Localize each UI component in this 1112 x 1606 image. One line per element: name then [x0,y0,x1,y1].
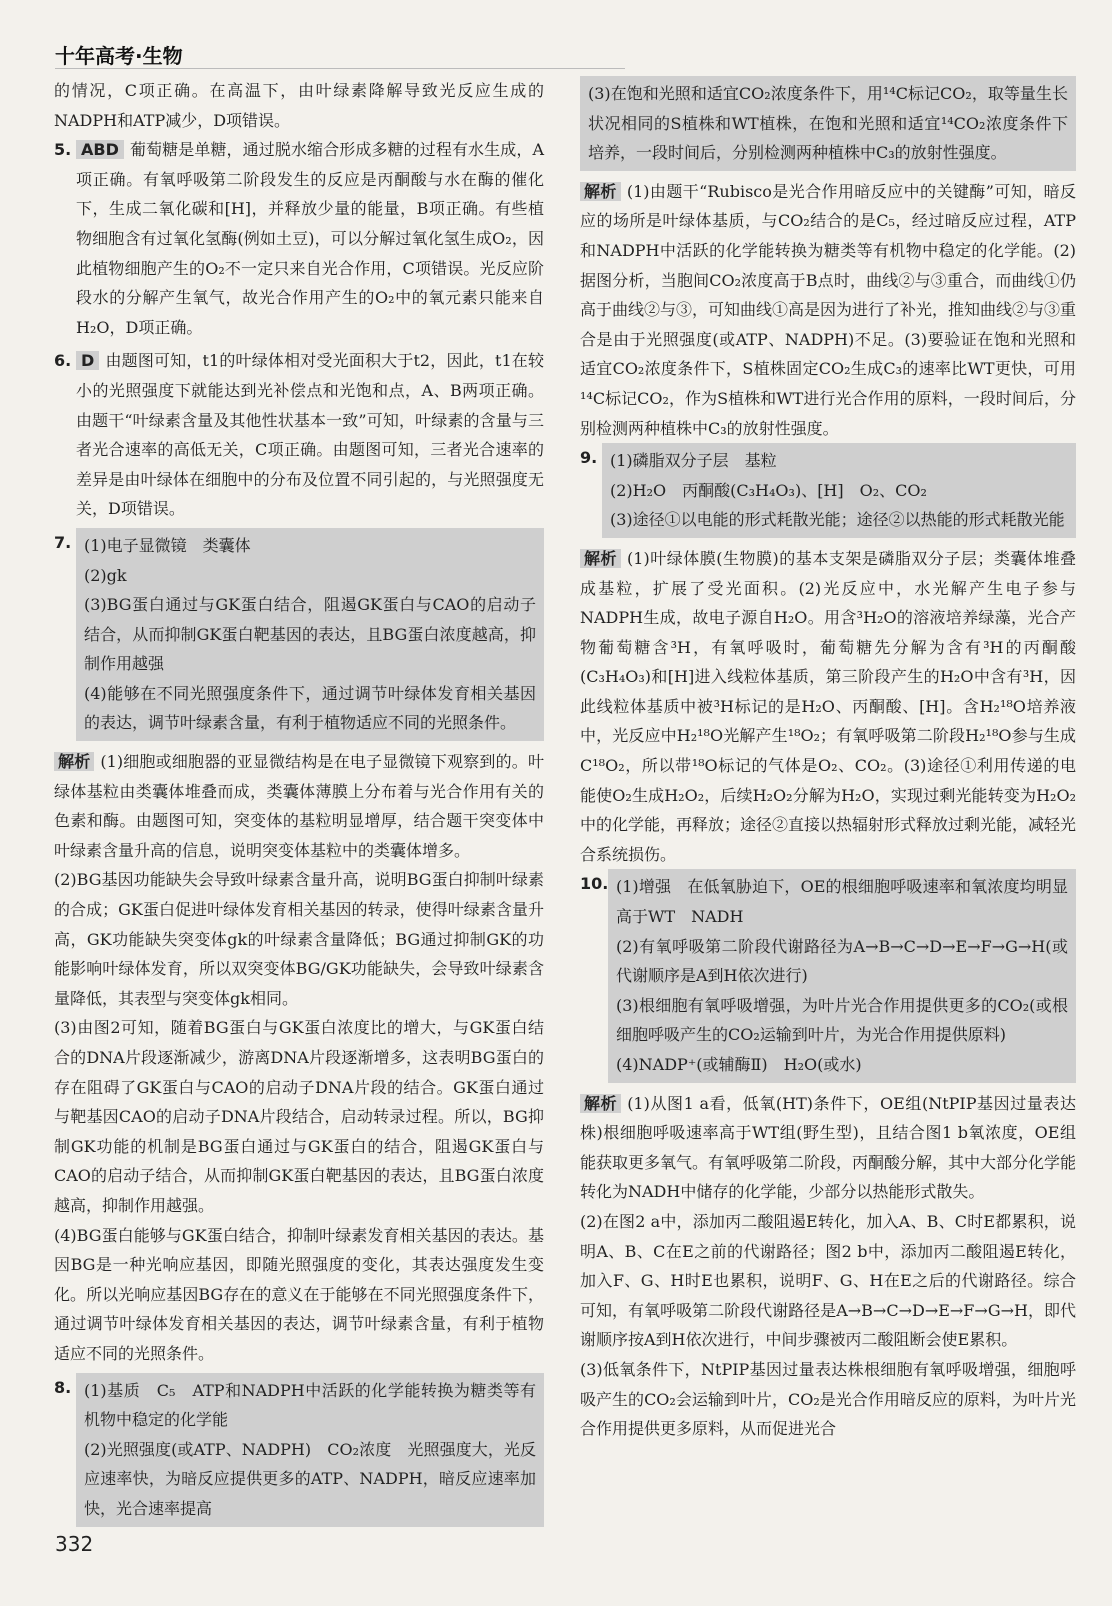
analysis-label: 解析 [580,1094,621,1113]
question-number: 7. [54,532,72,552]
analysis-paragraph: 解析 (1)从图1 a看，低氧(HT)条件下，OE组(NtPIP基因过量表达株)根细胞呼吸速率高于WT组(野生型)，且结合图1 b氧浓度，OE组能获取更多氧气。有氧呼吸第二阶段，丙酮酸分解，其中大部分化学能转化为NADH中储存的化学能，少部分以热能形式散失。 [580,1093,1077,1202]
continued-text: 的情况，C项正确。在高温下，由叶绿素降解导致光反应生成的NADPH和ATP减少，D项错误。 [54,81,544,130]
answer-line: (2)gk [84,565,127,585]
answer-line: (2)光照强度(或ATP、NADPH) CO₂浓度 光照强度大，光反应速率快，为暗反应提供更多的ATP、NADPH，暗反应速率加快，光合速率提高 [84,1439,536,1518]
answer-box [608,869,1076,1082]
analysis-10 [580,1089,1076,1444]
analysis-paragraph: (2)BG基因功能缺失会导致叶绿素含量升高，说明BG蛋白抑制叶绿素的合成；GK蛋白促进叶绿体发育相关基因的转录，使得叶绿素含量升高，GK功能缺失突变体gk的叶绿素含量降低；BG通过抑制GK的功能影响叶绿体发育，所以双突变体BG/GK功能缺失，会导致叶绿素含量降低，其表型与突变体gk相同。 [54,870,544,1008]
question-number: 10. [580,874,609,894]
answer-key: D [76,351,99,370]
analysis-label: 解析 [580,549,621,568]
question-explanation: 由题图可知，t1的叶绿体相对受光面积大于t2，因此，t1在较小的光照强度下就能达到光补偿点和光饱和点，A、B两项正确。由题干“叶绿素含量及其他性状基本一致”可知，叶绿素的含量与三者光合速率的高低无关，C项正确。由题图可知，三者光合速率的差异是由叶绿体在细胞中的分布及位置不同引起的，与光照强度无关，D项错误。 [76,351,544,519]
analysis-paragraph: 解析 (1)细胞或细胞器的亚显微结构是在电子显微镜下观察到的。叶绿体基粒由类囊体堆叠而成，类囊体薄膜上分布着与光合作用有关的色素和酶。由题图可知，突变体的基粒明显增厚，结合题干突变体中叶绿素含量升高的信息，说明突变体基粒中的类囊体增多。 [54,752,544,860]
answer-line: (2)H₂O 丙酮酸(C₃H₄O₃)、[H] O₂、CO₂ [610,480,927,500]
answer-line: (3)在饱和光照和适宜CO₂浓度条件下，用¹⁴C标记CO₂，取等量生长状况相同的S植株和WT植株，在饱和光照和适宜¹⁴CO₂浓度条件下培养，一段时间后，分别检测两种植株中C₃的放射性强度。 [588,84,1068,163]
answer-box-continued [580,76,1076,171]
answer-line: (1)增强 在低氧胁迫下，OE的根细胞呼吸速率和氧浓度均明显高于WT NADH [616,877,1068,927]
page-header: 十年高考·生物 [55,44,183,68]
answer-line: (1)磷脂双分子层 基粒 [610,451,777,471]
question-7 [54,528,544,741]
answer-line: (4)能够在不同光照强度条件下，通过调节叶绿体发育相关基因的表达，调节叶绿素含量，有利于植物适应不同的光照条件。 [84,683,536,733]
question-number: 8. [54,1377,72,1397]
analysis-paragraph: (3)低氧条件下，NtPIP基因过量表达株根细胞有氧呼吸增强，细胞呼吸产生的CO₂会运输到叶片，CO₂是光合作用暗反应的原料，为叶片光合作用提供更多原料，从而促进光合 [580,1359,1076,1439]
answer-line: (1)基质 C₅ ATP和NADPH中活跃的化学能转换为糖类等有机物中稳定的化学能 [84,1380,536,1430]
answer-box [602,443,1076,538]
answer-line: (1)电子显微镜 类囊体 [84,535,251,555]
analysis-paragraph: (2)在图2 a中，添加丙二酸阻遏E转化，加入A、B、C时E都累积，说明A、B、C在E之前的代谢路径；图2 b中，添加丙二酸阻遏E转化，加入F、G、H时E也累积，说明F、G、H在E之后的代谢路径。综合可知，有氧呼吸第二阶段代谢路径是A→B→C→D→E→F→G→H，即代谢顺序按A到H依次进行，中间步骤被丙二酸阻断会使E累积。 [580,1211,1076,1350]
question-number: 9. [580,448,598,468]
right-column [580,76,1076,1444]
question-9 [580,443,1076,538]
header-rule [55,68,625,69]
question-8 [54,1373,544,1527]
answer-line: (3)BG蛋白通过与GK蛋白结合，阻遏GK蛋白与CAO的启动子结合，从而抑制GK蛋白靶基因的表达，且BG蛋白浓度越高，抑制作用越强 [84,595,536,674]
answer-box [76,1373,544,1527]
question-10 [580,869,1076,1082]
question-explanation: 葡萄糖是单糖，通过脱水缩合形成多糖的过程有水生成，A项正确。有氧呼吸第二阶段发生的反应是丙酮酸与水在酶的催化下，生成二氧化碳和[H]，并释放少量的能量，B项正确。有些植物细胞含有过氧化氢酶(例如土豆)，可以分解过氧化氢生成O₂，因此植物细胞产生的O₂不一定只来自光合作用，C项错误。光反应阶段水的分解产生氧气，故光合作用产生的O₂中的氧元素只能来自H₂O，D项正确。 [76,140,544,337]
answer-key: ABD [76,140,124,159]
analysis-7 [54,747,544,1368]
answer-line: (3)途径①以电能的形式耗散光能；途径②以热能的形式耗散光能 [610,510,1065,530]
analysis-8: 解析 (1)由题干“Rubisco是光合作用暗反应中的关键酶”可知，暗反应的场所是叶绿体基质，与CO₂结合的是C₅，经过暗反应过程，ATP和NADPH中活跃的化学能转换为糖类等有机物中稳定的化学能。(2)据图分析，当胞间CO₂浓度高于B点时，曲线②与③重合，而曲线①仍高于曲线②与③，可知曲线①高是因为进行了补光，推知曲线②与③重合是由于光照强度(或ATP、NADPH)不足。(3)要验证在饱和光照和适宜CO₂浓度条件下，S植株固定CO₂生成C₃的速率比WT更快，可用¹⁴C标记CO₂，作为S植株和WT进行光合作用的原料，一段时间后，分别检测两种植株中C₃的放射性强度。 [580,181,1077,438]
question-number: 5. [54,140,72,160]
answer-line: (3)根细胞有氧呼吸增强，为叶片光合作用提供更多的CO₂(或根细胞呼吸产生的CO₂运输到叶片，为光合作用提供原料) [616,995,1068,1045]
analysis-paragraph: (4)BG蛋白能够与GK蛋白结合，抑制叶绿素发育相关基因的表达。基因BG是一种光响应基因，即随光照强度的变化，其表达强度发生变化。所以光响应基因BG存在的意义在于能够在不同光照强度条件下，通过调节叶绿体发育相关基因的表达，调节叶绿素含量，有利于植物适应不同的光照条件。 [54,1225,544,1363]
page-number: 332 [55,1532,94,1556]
answer-box [76,528,544,741]
question-6 [54,346,544,524]
question-5 [54,135,544,342]
analysis-label: 解析 [54,752,94,771]
question-number: 6. [54,351,72,371]
analysis-label: 解析 [580,182,621,201]
analysis-9: 解析 (1)叶绿体膜(生物膜)的基本支架是磷脂双分子层；类囊体堆叠成基粒，扩展了受光面积。(2)光反应中，水光解产生电子参与NADPH生成，故电子源自H₂O。用含³H₂O的溶液培养绿藻，光合产物葡萄糖含³H，有氧呼吸时，葡萄糖先分解为含有³H的丙酮酸(C₃H₄O₃)和[H]进入线粒体基质，第三阶段产生的H₂O中含有³H，因此线粒体基质中被³H标记的是H₂O、丙酮酸、[H]。含H₂¹⁸O培养液中，光反应中H₂¹⁸O光解产生¹⁸O₂；有氧呼吸第二阶段H₂¹⁸O参与生成C¹⁸O₂，所以带¹⁸O标记的气体是O₂、CO₂。(3)途径①利用传递的电能使O₂生成H₂O₂，后续H₂O₂分解为H₂O，实现过剩光能转变为H₂O₂中的化学能，再释放；途径②直接以热辐射形式释放过剩光能，减轻光合系统损伤。 [580,548,1077,864]
answer-line: (2)有氧呼吸第二阶段代谢路径为A→B→C→D→E→F→G→H(或代谢顺序是A到H依次进行) [616,936,1068,986]
analysis-paragraph: (3)由图2可知，随着BG蛋白与GK蛋白浓度比的增大，与GK蛋白结合的DNA片段逐渐减少，游离DNA片段逐渐增多，这表明BG蛋白的存在阻碍了GK蛋白与CAO的启动子DNA片段的结合。GK蛋白通过与靶基因CAO的启动子DNA片段结合，启动转录过程。所以，BG抑制GK功能的机制是BG蛋白通过与GK蛋白的结合，阻遏GK蛋白与CAO的启动子结合，从而抑制GK蛋白靶基因的表达，且BG蛋白浓度越高，抑制作用越强。 [54,1018,544,1215]
left-column [54,76,544,1533]
answer-line: (4)NADP⁺(或辅酶Ⅱ) H₂O(或水) [616,1055,862,1074]
